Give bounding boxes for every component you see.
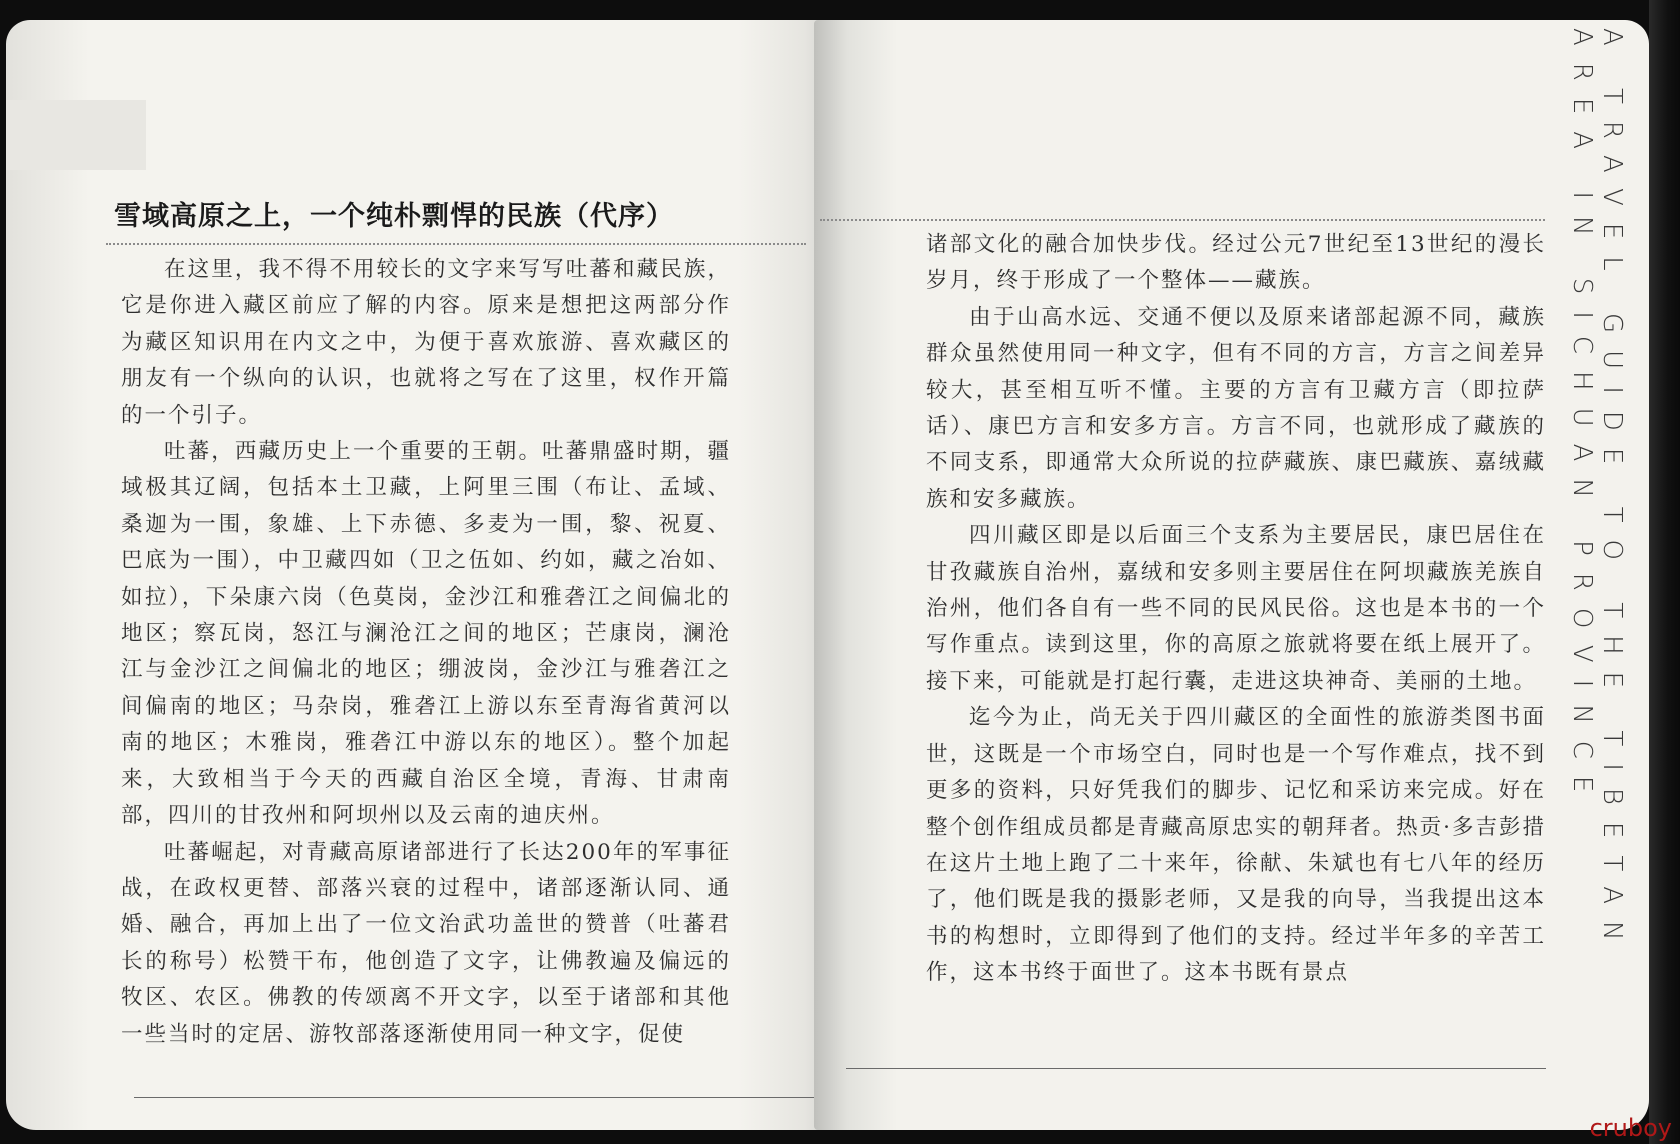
header-dotted-rule xyxy=(820,219,1545,221)
right-body-text xyxy=(926,227,1546,992)
paragraph: 迄今为止，尚无关于四川藏区的全面性的旅游类图书面世，这既是一个市场空白，同时也是一个写作难点，找不到更多的资料，只好凭我们的脚步、记忆和采访来完成。好在整个创作组成员都是青藏高原忠实的朝拜者。热贡·多吉彭措在这片土地上跑了二十来年，徐献、朱斌也有七八年的经历了，他们既是我的摄影老师，又是我的向导，当我提出这本书的构想时，立即得到了他们的支持。经过半年多的辛苦工作，这本书终于面世了。这本书既有景点 xyxy=(926,705,1546,986)
book-cover-edge xyxy=(1649,0,1680,1144)
right-page xyxy=(814,20,1649,1130)
left-page xyxy=(6,20,838,1130)
left-body-text xyxy=(121,252,731,1053)
paragraph: 在这里，我不得不用较长的文字来写写吐蕃和藏民族，它是你进入藏区前应了解的内容。原来是想把这两部分作为藏区知识用在内文之中，为便于喜欢旅游、喜欢藏区的朋友有一个纵向的认识，也就将之写在了这里，权作开篇的一个引子。 xyxy=(121,257,731,428)
title-dotted-rule xyxy=(106,243,806,245)
footer-rule xyxy=(134,1097,824,1098)
paragraph: 由于山高水远、交通不便以及原来诸部起源不同，藏族群众虽然使用同一种文字，但有不同的方言，方言之间差异较大，甚至相互听不懂。主要的方言有卫藏方言（即拉萨话）、康巴方言和安多方言。方言不同，也就形成了藏族的不同支系，即通常大众所说的拉萨藏族、康巴藏族、嘉绒藏族和安多藏族。 xyxy=(926,304,1546,512)
paragraph: 四川藏区即是以后面三个支系为主要居民，康巴居住在甘孜藏族自治州，嘉绒和安多则主要居住在阿坝藏族羌族自治州，他们各自有一些不同的民风民俗。这也是本书的一个写作重点。读到这里，你的高原之旅就将要在纸上展开了。接下来，可能就是打起行囊，走进这块神奇、美丽的土地。 xyxy=(926,523,1546,694)
paragraph-continuation: 诸部文化的融合加快步伐。经过公元7世纪至13世纪的漫长岁月，终于形成了一个整体——藏族。 xyxy=(926,232,1546,294)
paragraph: 吐蕃，西藏历史上一个重要的王朝。吐蕃鼎盛时期，疆域极其辽阔，包括本土卫藏，上阿里三围（布让、孟域、桑迦为一围，象雄、上下赤德、多麦为一围，黎、祝夏、巴底为一围），中卫藏四如（卫之伍如、约如，藏之冶如、如拉），下朵康六岗（色莫岗，金沙江和雅砻江之间偏北的地区；察瓦岗，怒江与澜沧江之间的地区；芒康岗，澜沧江与金沙江之间偏北的地区；绷波岗，金沙江与雅砻江之间偏南的地区；马杂岗，雅砻江上游以东至青海省黄河以南的地区；木雅岗，雅砻江中游以东的地区）。整个加起来，大致相当于今天的西藏自治区全境，青海、甘肃南部，四川的甘孜州和阿坝州以及云南的迪庆州。 xyxy=(121,439,731,829)
paragraph: 吐蕃崛起，对青藏高原诸部进行了长达200年的军事征战，在政权更替、部落兴衰的过程中，诸部逐渐认同、通婚、融合，再加上出了一位文治武功盖世的赞普（吐蕃君长的称号）松赞干布，他创造了文字，让佛教遍及偏远的牧区、农区。佛教的传颂离不开文字，以至于诸部和其他一些当时的定居、游牧部落逐渐使用同一种文字，促使 xyxy=(121,839,731,1047)
watermark: cruboy xyxy=(1589,1114,1672,1142)
vertical-series-title: A TRAVEL GUIDE TO THE TIBETAN AREA IN SICHUAN PROVINCE xyxy=(1567,28,1627,958)
footer-rule xyxy=(846,1068,1546,1069)
page-title: 雪域高原之上，一个纯朴剽悍的民族（代序） xyxy=(114,201,674,232)
bleed-through-mark xyxy=(6,100,146,170)
